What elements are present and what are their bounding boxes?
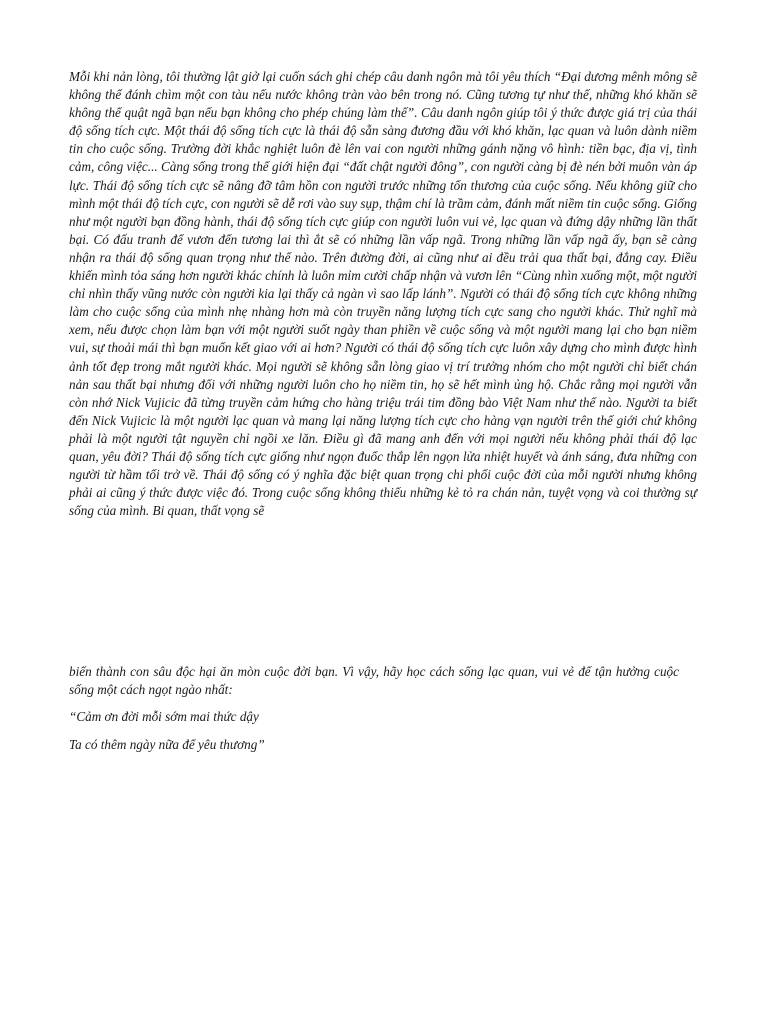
body-paragraph: Mỗi khi nản lòng, tôi thường lật giở lại cuốn sách ghi chép câu danh ngôn mà tôi yêu thích “Đại dương mênh mông sẽ không thể đánh chìm một con tàu nếu nước không tràn vào bên trong nó. Cũng tương tự như thế, những khó khăn sẽ không thể quật ngã bạn nếu bạn không cho phép chúng làm thế”. Câu danh ngôn giúp tôi ý thức được giá trị của thái độ sống tích cực. Một thái độ sống tích cực là thái độ sẵn sàng đương đầu với khó khăn, lạc quan và luôn dành niềm tin cho cuộc sống. Trường đời khắc nghiệt luôn đè lên vai con người những gánh nặng vô hình: tiền bạc, địa vị, tình cảm, công việc... Càng sống trong thế giới hiện đại “đất chật người đông”, con người càng bị đè nén bởi muôn vàn áp lực. Thái độ sống tích cực sẽ nâng đỡ tâm hồn con người trước những tổn thương của cuộc sống. Nếu không giữ cho mình một thái độ tích cực, con người sẽ dễ rơi vào suy sụp, thậm chí là trầm cảm, đánh mất niềm tin cuộc sống. Giống như một người bạn đồng hành, thái độ sống tích cực giúp con người luôn vui vẻ, lạc quan và đứng dậy những lần thất bại. Có đấu tranh để vươn đến tương lai thì ắt sẽ có những lần vấp ngã. Trong những lần vấp ngã ấy, bạn sẽ càng nhận ra thái độ sống quan trọng như thế nào. Trên đường đời, ai cũng như ai đều trải qua thất bại, đắng cay. Điều khiến mình tỏa sáng hơn người khác chính là luôn mỉm cười chấp nhận và vươn lên “Cùng nhìn xuống một, một người chỉ nhìn thấy vũng nước còn người kia lại thấy cả ngàn vì sao lấp lánh”. Người có thái độ sống tích cực không những làm cho cuộc sống của mình nhẹ nhàng hơn mà còn truyền năng lượng tích cực sang cho người khác. Thử nghĩ mà xem, nếu được chọn làm bạn với một người suốt ngày than phiền về cuộc sống và một người mang lại cho bạn niềm vui, sự thoải mái thì bạn muốn kết giao với ai hơn? Người có thái độ sống tích cực luôn xây dựng cho mình được hình ảnh tốt đẹp trong mắt người khác. Mọi người sẽ không sẵn lòng giao vị trí trưởng nhóm cho một người chỉ biết chán nản sau thất bại nhưng đối với những người luôn cho họ niềm tin, họ sẽ hết mình ủng hộ. Chắc rằng mọi người vẫn còn nhớ Nick Vujicic đã từng truyền cảm hứng cho hàng triệu trái tim đồng bào Việt Nam như thế nào. Người ta biết đến Nick Vujicic là một người lạc quan và mang lại năng lượng tích cực cho hàng vạn người trên thế giới chứ không phải là một người tật nguyền chỉ ngồi xe lăn. Điều gì đã mang anh đến với mọi người nếu không phải thái độ lạc quan, yêu đời? Thái độ sống tích cực giống như ngọn đuốc thắp lên ngọn lửa nhiệt huyết và ánh sáng, đưa những con người từ hầm tối trở về. Thái độ sống có ý nghĩa đặc biệt quan trọng chi phối cuộc đời của mỗi người nhưng không phải ai cũng ý thức được việc đó. Trong cuộc sống không thiếu những kẻ tỏ ra chán nản, tuyệt vọng và coi thường sự sống của mình. Bi quan, thất vọng sẽ bbox=[69, 69, 697, 519]
quote-line: “Cảm ơn đời mỗi sớm mai thức dậy bbox=[69, 709, 259, 724]
body-paragraph-continued: biến thành con sâu độc hại ăn mòn cuộc đời bạn. Vì vậy, hãy học cách sống lạc quan, vui vẻ để tận hưởng cuộc sống một cách ngọt ngào nhất: bbox=[69, 664, 679, 698]
quote-line: Ta có thêm ngày nữa để yêu thương” bbox=[69, 737, 265, 752]
